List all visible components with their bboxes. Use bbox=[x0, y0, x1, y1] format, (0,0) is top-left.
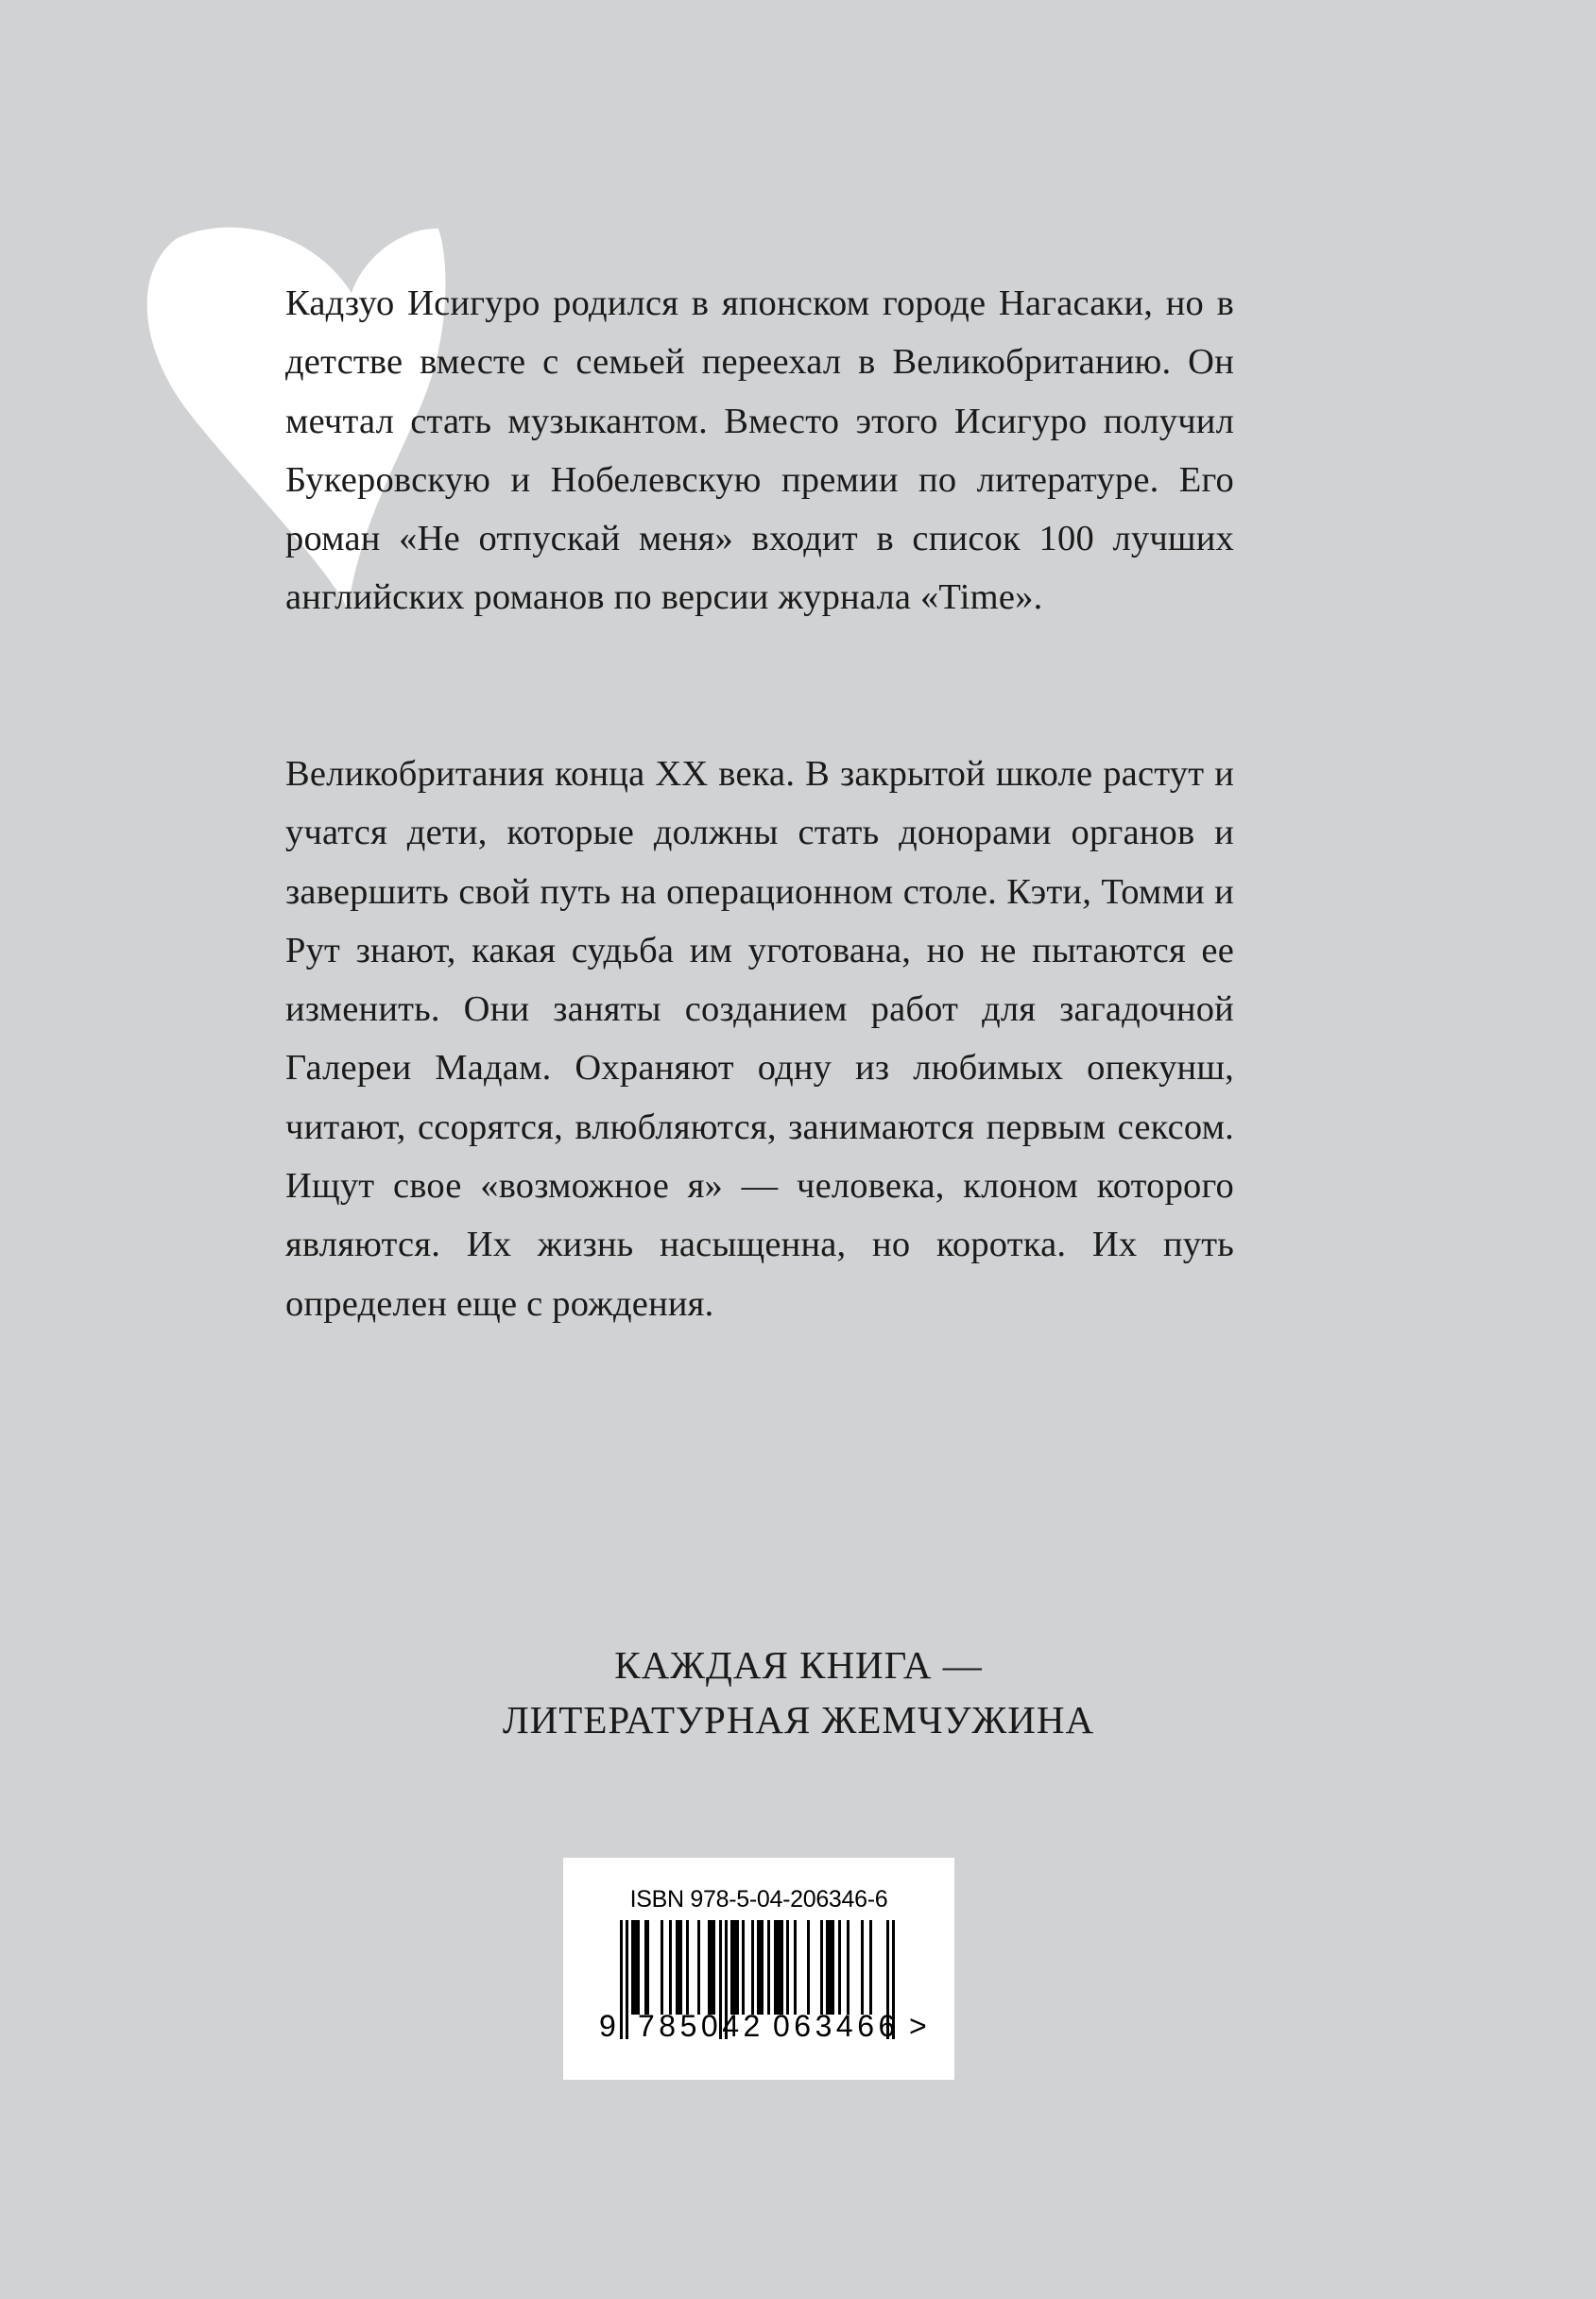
slogan-line-2: ЛИТЕРАТУРНАЯ ЖЕМЧУЖИНА bbox=[502, 1698, 1095, 1741]
series-slogan bbox=[283, 1638, 1313, 1747]
ean-left-group: 785042 bbox=[638, 2009, 764, 2043]
author-bio bbox=[285, 274, 1234, 627]
ean-lead-digit: 9 bbox=[599, 2009, 616, 2043]
isbn-barcode bbox=[563, 1858, 954, 2080]
quiet-zone-marker: > bbox=[909, 2009, 927, 2043]
book-synopsis-text: Великобритания конца XX века. В закрытой школе растут и учатся дети, которые должны стать донорами органов и завершить свой путь на операционном столе. Кэти, Томми и Рут знают, какая судьба им уготована, но не пытаются ее изменить. Они заняты созданием работ для загадочной Галереи Мадам. Охраняют одну из любимых опекунш, читают, ссорятся, влюбляются, занимаются первым сексом. Ищут свое «возможное я» — человека, клоном которого являются. Их жизнь насыщенна, но коротка. Их путь определен еще с рождения. bbox=[285, 754, 1234, 1324]
author-bio-text: Кадзуо Исигуро родился в японском городе Нагасаки, но в детстве вместе с семьей переехал в Великобританию. Он мечтал стать музыкантом. Вместо этого Исигуро получил Букеровскую и Нобелевскую премии по литературе. Его роман «Не отпускай меня» входит в список 100 лучших английских романов по версии журнала «Time». bbox=[285, 283, 1234, 618]
ean-right-group: 063466 bbox=[773, 2009, 900, 2043]
book-synopsis bbox=[285, 745, 1234, 1333]
isbn-label: ISBN 978-5-04-206346-6 bbox=[629, 1886, 888, 1913]
slogan-line-1: КАЖДАЯ КНИГА — bbox=[614, 1643, 983, 1687]
